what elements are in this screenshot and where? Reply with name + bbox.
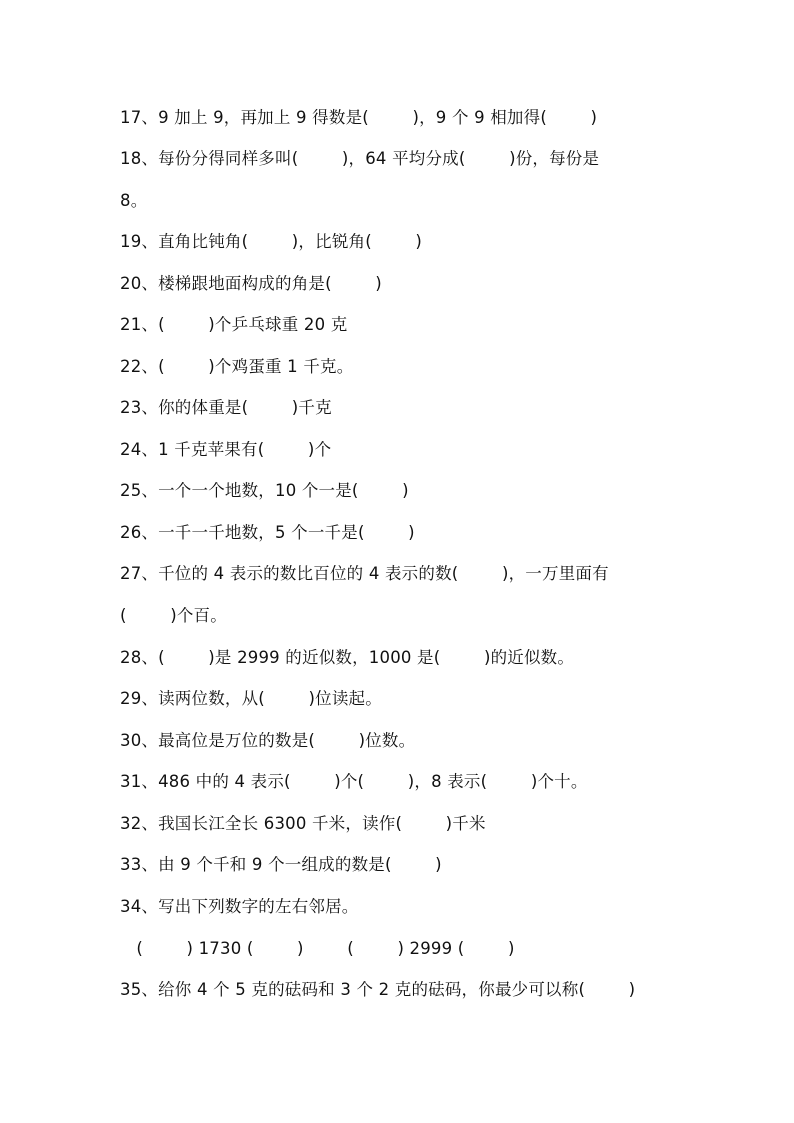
question-31: 31、486 中的 4 表示( )个( )，8 表示( )个十。: [120, 772, 588, 791]
question-24: 24、1 千克苹果有( )个: [120, 440, 332, 459]
question-22: 22、( )个鸡蛋重 1 千克。: [120, 357, 354, 376]
question-32: 32、我国长江全长 6300 千米，读作( )千米: [120, 814, 486, 833]
question-28: 28、( )是 2999 的近似数，1000 是( )的近似数。: [120, 648, 575, 667]
question-20: 20、楼梯跟地面构成的角是( ): [120, 274, 382, 293]
question-29: 29、读两位数，从( )位读起。: [120, 689, 382, 708]
question-25: 25、一个一个地数，10 个一是( ): [120, 481, 409, 500]
question-34-neighbors: ( ) 1730 ( ) ( ) 2999 ( ): [120, 939, 515, 958]
question-18-continuation: 8。: [120, 191, 148, 210]
question-27-continuation: ( )个百。: [120, 606, 227, 625]
question-19: 19、直角比钝角( )，比锐角( ): [120, 232, 423, 251]
question-23: 23、你的体重是( )千克: [120, 398, 332, 417]
question-27: 27、千位的 4 表示的数比百位的 4 表示的数( )，一万里面有: [120, 564, 609, 583]
question-34: 34、写出下列数字的左右邻居。: [120, 897, 359, 916]
question-35: 35、给你 4 个 5 克的砝码和 3 个 2 克的砝码，你最少可以称( ): [120, 980, 636, 999]
question-18: 18、每份分得同样多叫( )，64 平均分成( )份，每份是: [120, 149, 600, 168]
question-30: 30、最高位是万位的数是( )位数。: [120, 731, 416, 750]
question-26: 26、一千一千地数，5 个一千是( ): [120, 523, 415, 542]
question-33: 33、由 9 个千和 9 个一组成的数是( ): [120, 855, 442, 874]
question-21: 21、( )个乒乓球重 20 克: [120, 315, 348, 334]
question-17: 17、9 加上 9，再加上 9 得数是( )，9 个 9 相加得( ): [120, 108, 598, 127]
